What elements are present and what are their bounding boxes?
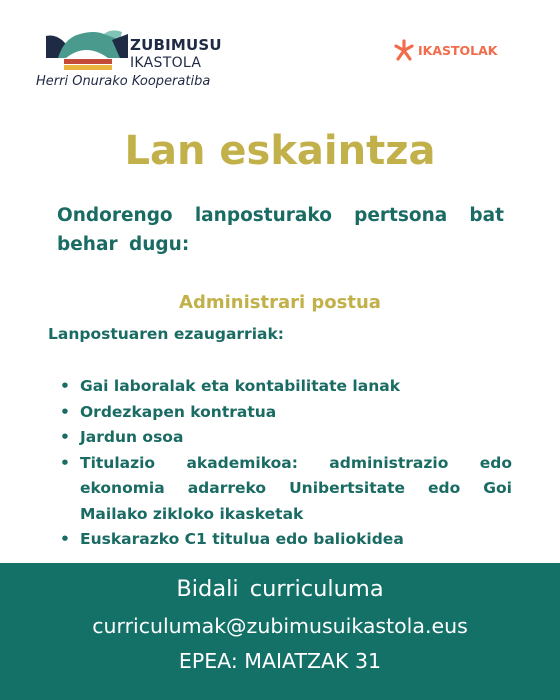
list-item [60,400,512,426]
list-item [60,425,512,451]
list-item [60,374,512,400]
bullet-icon: • [60,453,70,472]
bullet-icon: • [60,377,70,395]
bullet-icon: • [60,428,70,446]
features-list [60,374,512,553]
footer-banner [0,563,560,700]
ikastolak-star-icon [392,38,416,62]
position-title: Administrari postua [179,292,381,313]
intro-text: Ondorengo lanposturako pertsona bat behar dugu: [57,205,504,255]
feature-text: Ordezkapen kontratua [80,402,277,421]
feature-text: Jardun osoa [80,428,184,446]
zubimusu-name: ZUBIMUSU [130,36,222,54]
feature-text: Gai laboralak eta kontabilitate lanak [80,377,401,395]
page-title: Lan eskaintza [124,128,436,174]
zubimusu-tagline: Herri Onurako Kooperatiba [36,74,211,89]
ikastolak-name: IKASTOLAK [418,43,498,58]
features-heading: Lanpostuaren ezaugarriak: [48,325,284,343]
zubimusu-subtitle: IKASTOLA [130,55,202,71]
send-cv-text: Bidali curriculuma [176,576,384,602]
bullet-icon: • [60,402,70,421]
bridge-logo-icon [46,28,128,72]
deadline-text: EPEA: MAIATZAK 31 [178,649,382,673]
bullet-icon: • [60,530,70,548]
list-item [60,451,512,528]
feature-text: Titulazio akademikoa: administrazio edo ekonomia adarreko Unibertsitate edo Goi Mailako zikloko ikasketak [80,453,512,523]
contact-email[interactable]: curriculumak@zubimusuikastola.eus [92,614,468,638]
feature-text: Euskarazko C1 titulua edo baliokidea [80,530,404,548]
list-item [60,527,512,553]
zubimusu-logo [36,24,246,94]
